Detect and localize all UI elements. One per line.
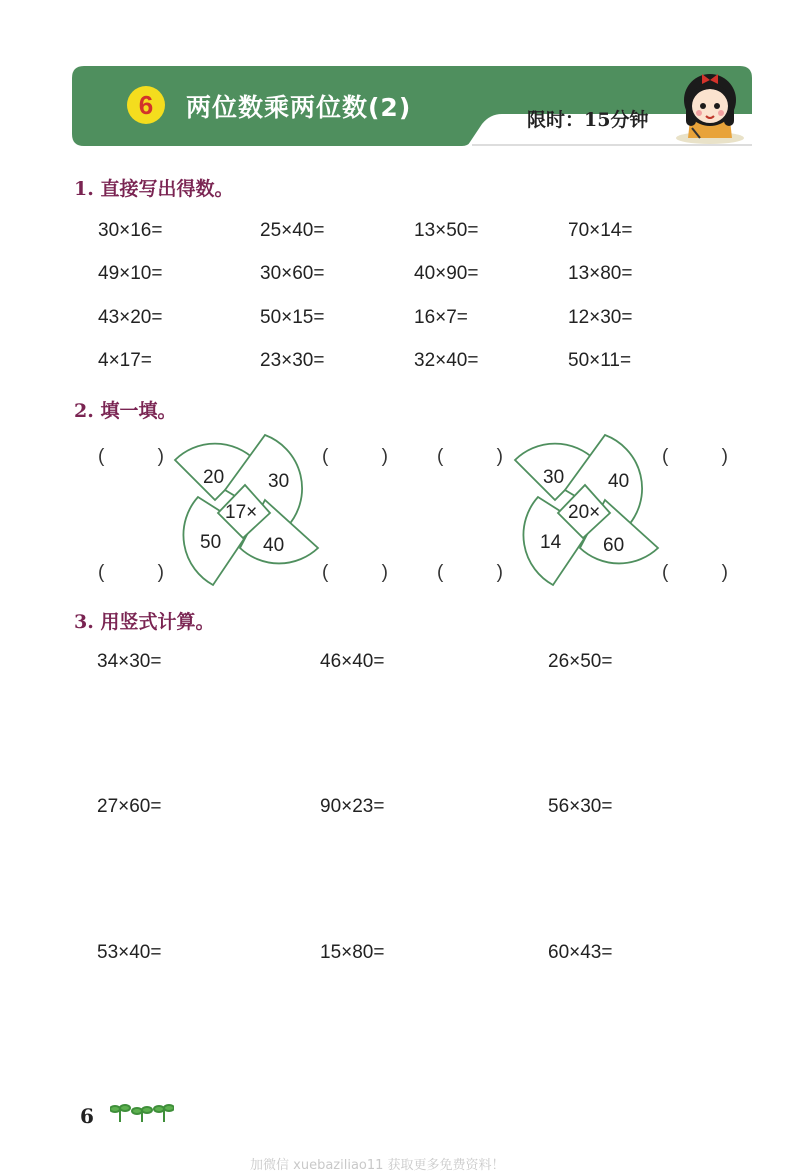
vertical-calc-problem: 15×80= — [320, 942, 385, 963]
section3-number: 3. — [74, 611, 94, 633]
watermark: 加微信 xuebaziliao11 获取更多免费资料！ — [250, 1158, 505, 1173]
vertical-calc-problem: 27×60= — [97, 796, 162, 817]
page-title: 两位数乘两位数(2) — [186, 93, 412, 122]
answer-blank[interactable]: ( ) — [98, 446, 164, 467]
oral-problem: 23×30= — [260, 350, 325, 371]
vertical-calc-problem: 46×40= — [320, 651, 385, 672]
oral-problem: 49×10= — [98, 263, 163, 284]
answer-blank[interactable]: ( ) — [437, 562, 503, 583]
answer-blank[interactable]: ( ) — [322, 446, 388, 467]
vertical-calc-problem: 90×23= — [320, 796, 385, 817]
oral-problem: 43×20= — [98, 307, 163, 328]
answer-blank[interactable]: ( ) — [662, 446, 728, 467]
girl-illustration — [672, 66, 752, 146]
oral-problem: 12×30= — [568, 307, 633, 328]
answer-blank[interactable]: ( ) — [437, 446, 503, 467]
vertical-calc-problem: 34×30= — [97, 651, 162, 672]
pinwheel-value: 40 — [608, 471, 630, 492]
pinwheel-diagram-2 — [510, 430, 670, 590]
pinwheel-center-label: 17× — [225, 502, 258, 523]
pinwheel-value: 40 — [263, 535, 285, 556]
answer-blank[interactable]: ( ) — [98, 562, 164, 583]
lesson-number-badge: 6 — [127, 86, 165, 124]
pinwheel-value: 50 — [200, 532, 222, 553]
section1-number: 1. — [74, 178, 94, 200]
pinwheel-diagram-1 — [170, 430, 330, 590]
oral-problem: 13×80= — [568, 263, 633, 284]
pinwheel-value: 30 — [268, 471, 290, 492]
vertical-calc-problem: 56×30= — [548, 796, 613, 817]
oral-problem: 30×60= — [260, 263, 325, 284]
oral-problem: 70×14= — [568, 220, 633, 241]
section3-text: 用竖式计算。 — [100, 611, 215, 633]
pinwheel-value: 20 — [203, 467, 225, 488]
section2-title — [74, 396, 176, 423]
answer-blank[interactable]: ( ) — [322, 562, 388, 583]
oral-problem: 16×7= — [414, 307, 468, 328]
oral-problem: 40×90= — [414, 263, 479, 284]
pinwheel-value: 14 — [540, 532, 562, 553]
oral-problem: 50×11= — [568, 350, 632, 371]
vertical-calc-problem: 60×43= — [548, 942, 613, 963]
pinwheel-value: 30 — [543, 467, 565, 488]
pinwheel-value: 60 — [603, 535, 625, 556]
vertical-calc-problem: 53×40= — [97, 942, 162, 963]
page-number: 6 — [80, 1104, 94, 1128]
oral-problem: 50×15= — [260, 307, 325, 328]
section1-text: 直接写出得数。 — [100, 178, 234, 200]
oral-problem: 32×40= — [414, 350, 479, 371]
time-limit: 限时：15分钟 — [527, 109, 649, 131]
header-banner — [72, 66, 752, 146]
vertical-calc-problem: 26×50= — [548, 651, 613, 672]
sprout-decoration-icon — [110, 1102, 174, 1124]
oral-problem: 4×17= — [98, 350, 152, 371]
section2-number: 2. — [74, 400, 94, 422]
section2-text: 填一填。 — [100, 400, 177, 422]
answer-blank[interactable]: ( ) — [662, 562, 728, 583]
section1-title — [74, 174, 233, 201]
oral-problem: 30×16= — [98, 220, 163, 241]
pinwheel-center-label: 20× — [568, 502, 601, 523]
section3-title — [74, 607, 214, 634]
oral-problem: 13×50= — [414, 220, 479, 241]
oral-problem: 25×40= — [260, 220, 325, 241]
